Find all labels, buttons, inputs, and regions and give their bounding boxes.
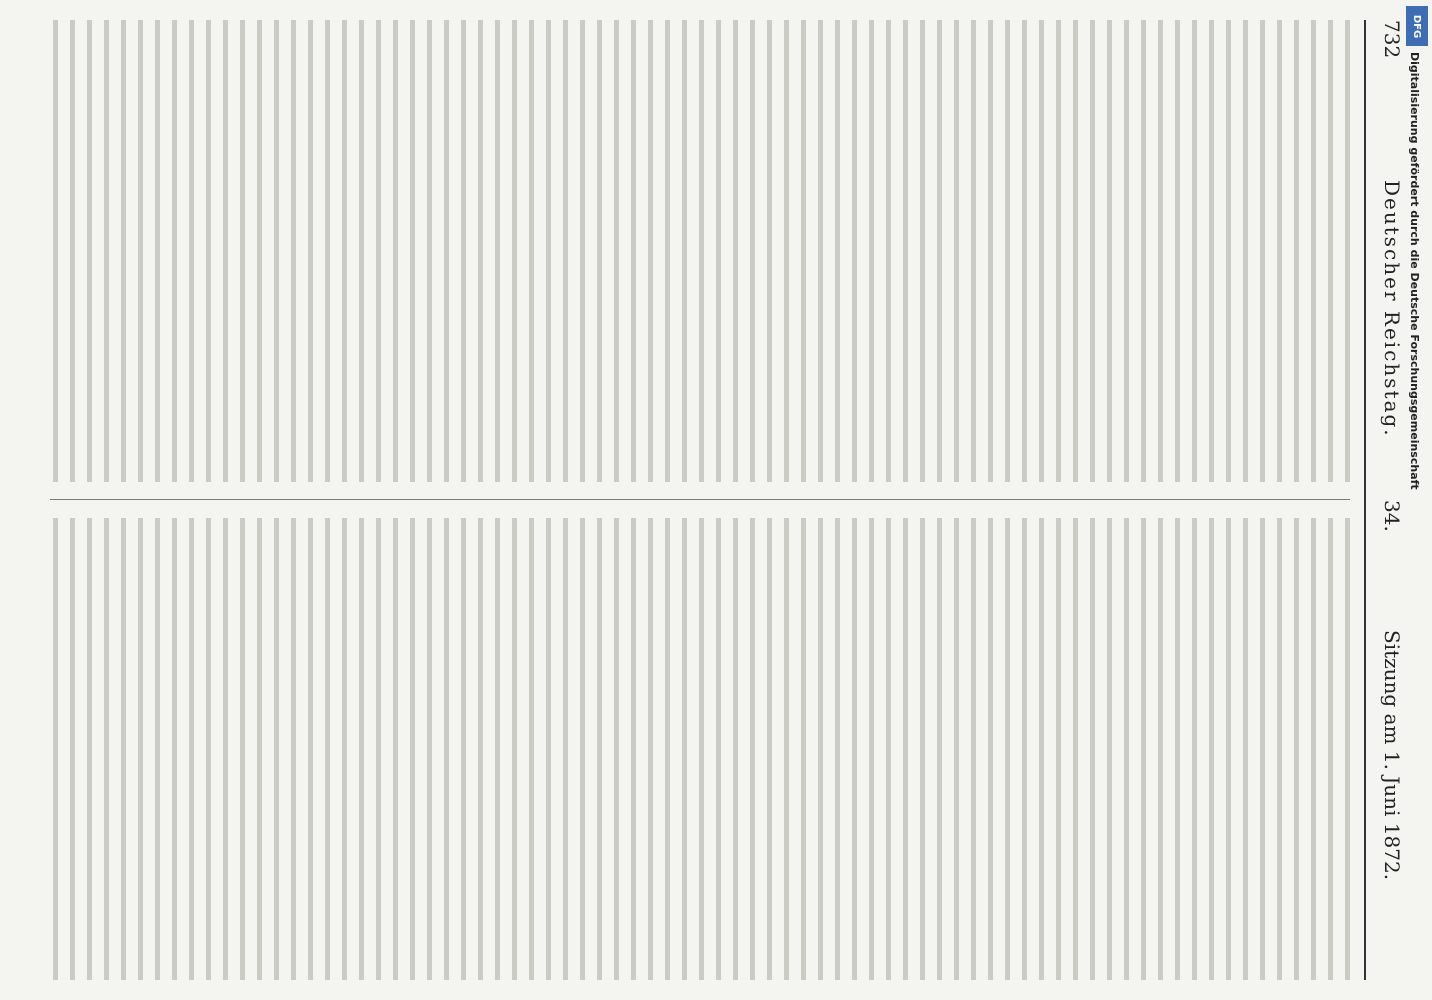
session-number: 34. [1380,500,1404,532]
page-number: 732 [1380,20,1404,59]
digitization-credit: Digitalisierung gefördert durch die Deutsche Forschungsgemeinschaft [1408,52,1421,490]
left-text-column [50,20,1350,482]
session-date: Sitzung am 1. Juni 1872. [1380,630,1404,881]
column-divider [50,499,1350,500]
dfg-logo: DFG [1406,6,1428,46]
digitization-note [1406,6,1430,986]
header-rule [1364,20,1366,980]
right-text-column [50,518,1350,980]
journal-title: Deutscher Reichstag. [1380,180,1404,438]
